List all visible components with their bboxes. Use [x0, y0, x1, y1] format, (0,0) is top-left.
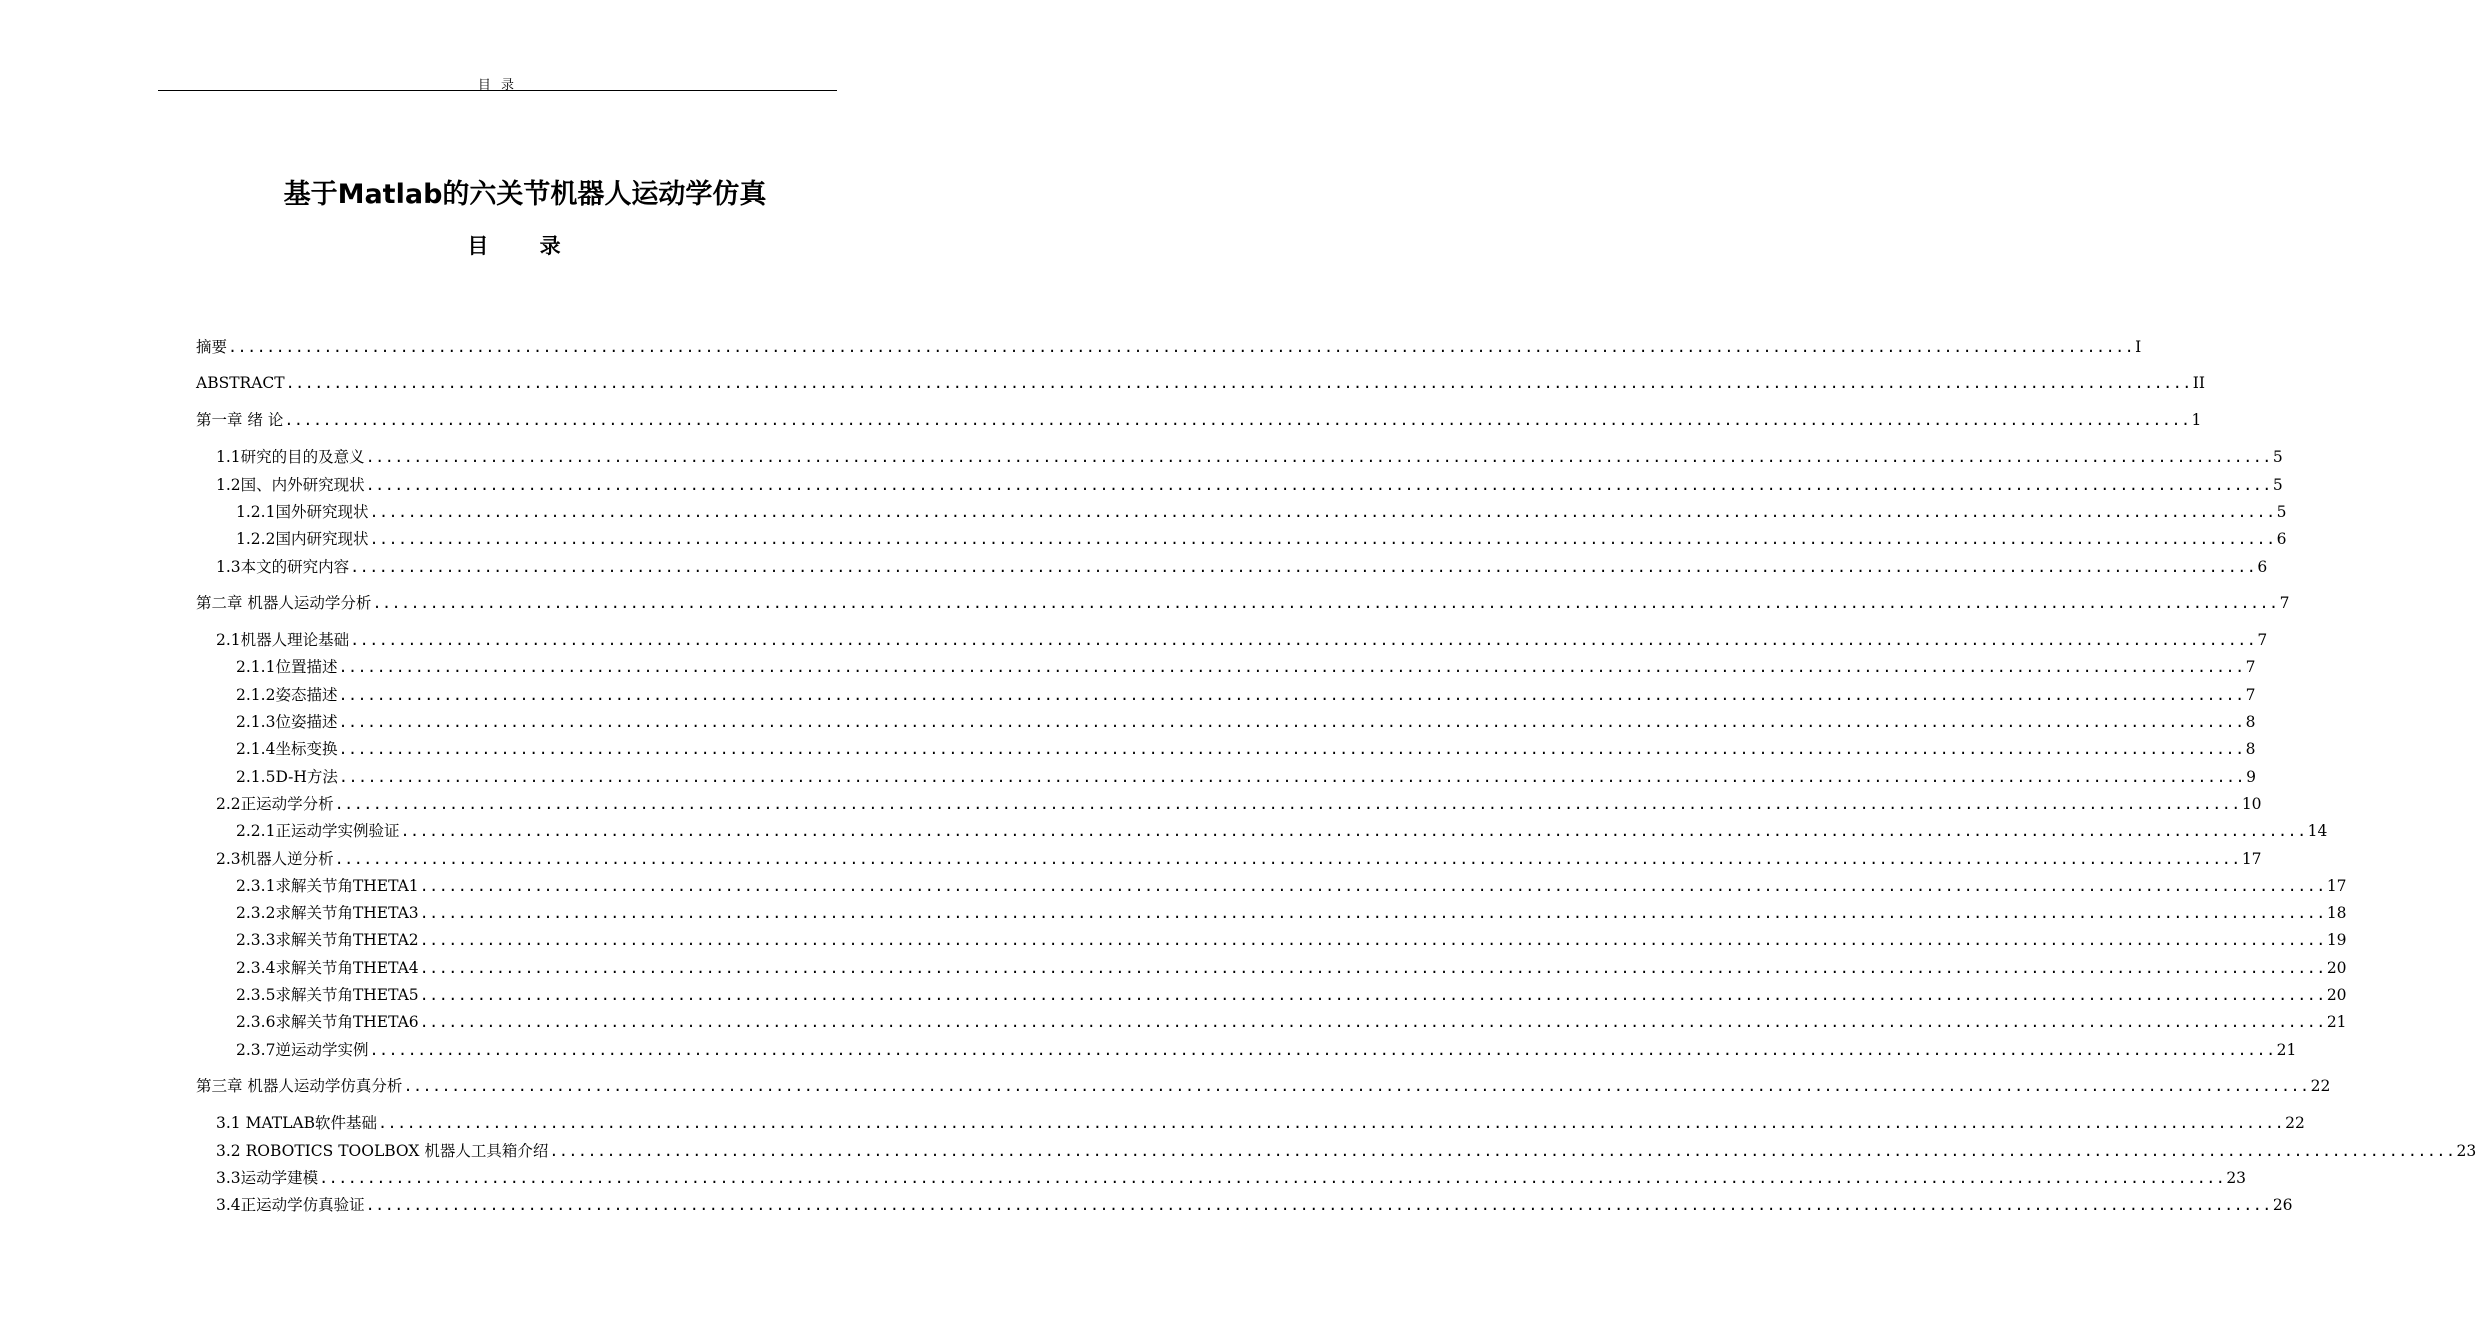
toc-entry-title: 2.3.7逆运动学实例	[236, 1041, 369, 1059]
toc-entry-page: 6	[2276, 530, 2287, 548]
toc-entry[interactable]	[196, 957, 2347, 979]
toc-entry[interactable]	[196, 711, 2256, 733]
toc-entry[interactable]	[196, 984, 2347, 1006]
dot-leader: ........................................................................................................................................................................................................	[338, 686, 2245, 704]
toc-entry-title: 2.3.5求解关节角THETA5	[236, 986, 419, 1004]
toc-entry-page: 8	[2245, 713, 2256, 731]
toc-entry-page: 7	[2279, 594, 2290, 612]
toc-entry-title: 摘要	[196, 338, 228, 356]
toc-entry-title: 1.2国、内外研究现状	[216, 476, 365, 494]
toc-entry[interactable]	[196, 1194, 2293, 1216]
toc-entry[interactable]	[196, 929, 2347, 951]
dot-leader: ........................................................................................................................................................................................................	[284, 411, 2191, 429]
toc-heading: 目 录	[467, 234, 583, 258]
toc-entry[interactable]	[196, 336, 2142, 358]
toc-entry[interactable]	[196, 793, 2262, 815]
toc-entry-title: 2.1.2姿态描述	[236, 686, 338, 704]
toc-entry-title: 1.3本文的研究内容	[216, 558, 350, 576]
dot-leader: ........................................................................................................................................................................................................	[334, 795, 2241, 813]
toc-entry-page: 19	[2326, 931, 2347, 949]
toc-entry-page: 20	[2326, 959, 2347, 977]
toc-entry-page: 23	[2226, 1169, 2247, 1187]
dot-leader: ........................................................................................................................................................................................................	[372, 594, 2279, 612]
dot-leader: ........................................................................................................................................................................................................	[338, 768, 2246, 786]
toc-entry-title: 2.1.4坐标变换	[236, 740, 338, 758]
dot-leader: ........................................................................................................................................................................................................	[338, 658, 2245, 676]
toc-entry-title: 2.1.3位姿描述	[236, 713, 338, 731]
toc-entry[interactable]	[196, 1011, 2347, 1033]
dot-leader: ........................................................................................................................................................................................................	[400, 822, 2307, 840]
dot-leader: ........................................................................................................................................................................................................	[419, 986, 2326, 1004]
toc-entry-title: 2.3机器人逆分析	[216, 850, 334, 868]
toc-entry-title: 3.4正运动学仿真验证	[216, 1196, 365, 1214]
toc-entry-title: 2.1机器人理论基础	[216, 631, 350, 649]
toc-entry-page: II	[2192, 374, 2206, 392]
toc-entry[interactable]	[196, 592, 2290, 614]
toc-entry-title: 第一章 绪 论	[196, 411, 284, 429]
toc-entry-page: 22	[2310, 1077, 2331, 1095]
toc-entry-page: 14	[2307, 822, 2328, 840]
toc-entry-title: 第三章 机器人运动学仿真分析	[196, 1077, 403, 1095]
toc-entry-page: 9	[2246, 768, 2256, 786]
dot-leader: ........................................................................................................................................................................................................	[365, 476, 2272, 494]
toc-entry-page: I	[2135, 338, 2142, 356]
toc-entry[interactable]	[196, 629, 2268, 651]
toc-entry-title: ABSTRACT	[196, 374, 285, 392]
dot-leader: ........................................................................................................................................................................................................	[419, 959, 2326, 977]
toc-entry[interactable]	[196, 372, 2206, 394]
toc-entry[interactable]	[196, 684, 2256, 706]
dot-leader: ........................................................................................................................................................................................................	[369, 503, 2276, 521]
toc-entry[interactable]	[196, 820, 2328, 842]
document-title: 基于Matlab的六关节机器人运动学仿真	[283, 179, 767, 210]
toc-entry-page: 20	[2326, 986, 2347, 1004]
toc-entry[interactable]	[196, 902, 2347, 924]
dot-leader: ........................................................................................................................................................................................................	[369, 530, 2276, 548]
toc-entry-title: 2.3.1求解关节角THETA1	[236, 877, 419, 895]
dot-leader: ........................................................................................................................................................................................................	[365, 448, 2272, 466]
toc-entry-page: 7	[2245, 658, 2256, 676]
dot-leader: ........................................................................................................................................................................................................	[334, 850, 2241, 868]
toc-entry-title: 3.1 MATLAB软件基础	[216, 1114, 378, 1132]
toc-entry-page: 1	[2191, 411, 2202, 429]
dot-leader: ........................................................................................................................................................................................................	[228, 338, 2135, 356]
toc-entry[interactable]	[196, 656, 2256, 678]
toc-entry-title: 1.1研究的目的及意义	[216, 448, 365, 466]
toc-entry-title: 1.2.2国内研究现状	[236, 530, 369, 548]
toc-entry-page: 7	[2257, 631, 2268, 649]
toc-entry-title: 2.3.6求解关节角THETA6	[236, 1013, 419, 1031]
dot-leader: ........................................................................................................................................................................................................	[419, 904, 2326, 922]
toc-entry-page: 5	[2272, 476, 2283, 494]
toc-entry-title: 2.1.1位置描述	[236, 658, 338, 676]
dot-leader: ........................................................................................................................................................................................................	[338, 713, 2245, 731]
dot-leader: ........................................................................................................................................................................................................	[350, 558, 2257, 576]
dot-leader: ........................................................................................................................................................................................................	[549, 1142, 2456, 1160]
toc-entry-page: 17	[2241, 850, 2262, 868]
toc-entry-page: 8	[2245, 740, 2256, 758]
toc-entry[interactable]	[196, 1075, 2331, 1097]
toc-entry[interactable]	[196, 501, 2287, 523]
dot-leader: ........................................................................................................................................................................................................	[419, 1013, 2326, 1031]
toc-entry-title: 2.3.4求解关节角THETA4	[236, 959, 419, 977]
dot-leader: ........................................................................................................................................................................................................	[285, 374, 2192, 392]
toc-entry[interactable]	[196, 738, 2256, 760]
toc-entry[interactable]	[196, 446, 2283, 468]
toc-entry[interactable]	[196, 409, 2202, 431]
toc-entry-page: 22	[2285, 1114, 2305, 1132]
dot-leader: ........................................................................................................................................................................................................	[378, 1114, 2285, 1132]
dot-leader: ........................................................................................................................................................................................................	[365, 1196, 2272, 1214]
toc-entry[interactable]	[196, 1140, 2476, 1162]
dot-leader: ........................................................................................................................................................................................................	[350, 631, 2257, 649]
toc-entry-page: 21	[2326, 1013, 2347, 1031]
running-header: 目 录	[477, 78, 518, 93]
toc-entry-title: 2.3.2求解关节角THETA3	[236, 904, 419, 922]
dot-leader: ........................................................................................................................................................................................................	[419, 931, 2326, 949]
toc-entry-title: 3.2 ROBOTICS TOOLBOX 机器人工具箱介绍	[216, 1142, 549, 1160]
toc-entry-title: 2.2正运动学分析	[216, 795, 334, 813]
toc-entry[interactable]	[196, 556, 2268, 578]
toc-entry-title: 3.3运动学建模	[216, 1169, 319, 1187]
toc-entry[interactable]	[196, 1112, 2305, 1134]
toc-entry[interactable]	[196, 875, 2347, 897]
toc-entry[interactable]	[196, 1167, 2247, 1189]
toc-entry-title: 2.2.1正运动学实例验证	[236, 822, 400, 840]
toc-entry-title: 2.1.5D-H方法	[236, 768, 338, 786]
toc-entry-page: 5	[2272, 448, 2283, 466]
toc-entry[interactable]	[196, 1039, 2297, 1061]
toc-entry-title: 2.3.3求解关节角THETA2	[236, 931, 419, 949]
dot-leader: ........................................................................................................................................................................................................	[319, 1169, 2226, 1187]
toc-entry-page: 26	[2272, 1196, 2293, 1214]
dot-leader: ........................................................................................................................................................................................................	[419, 877, 2326, 895]
dot-leader: ........................................................................................................................................................................................................	[403, 1077, 2310, 1095]
toc-entry-page: 23	[2456, 1142, 2476, 1160]
dot-leader: ........................................................................................................................................................................................................	[338, 740, 2245, 758]
toc-entry-page: 18	[2326, 904, 2347, 922]
toc-entry-page: 6	[2257, 558, 2268, 576]
toc-entry-page: 17	[2326, 877, 2347, 895]
toc-entry[interactable]	[196, 766, 2256, 788]
table-of-contents	[196, 0, 2476, 1344]
toc-entry-page: 10	[2241, 795, 2262, 813]
toc-entry[interactable]	[196, 474, 2283, 496]
toc-entry-page: 7	[2245, 686, 2256, 704]
toc-entry-page: 5	[2276, 503, 2287, 521]
toc-entry-title: 第二章 机器人运动学分析	[196, 594, 372, 612]
toc-entry-page: 21	[2276, 1041, 2297, 1059]
toc-entry-title: 1.2.1国外研究现状	[236, 503, 369, 521]
toc-entry[interactable]	[196, 528, 2287, 550]
toc-entry[interactable]	[196, 848, 2262, 870]
dot-leader: ........................................................................................................................................................................................................	[369, 1041, 2276, 1059]
